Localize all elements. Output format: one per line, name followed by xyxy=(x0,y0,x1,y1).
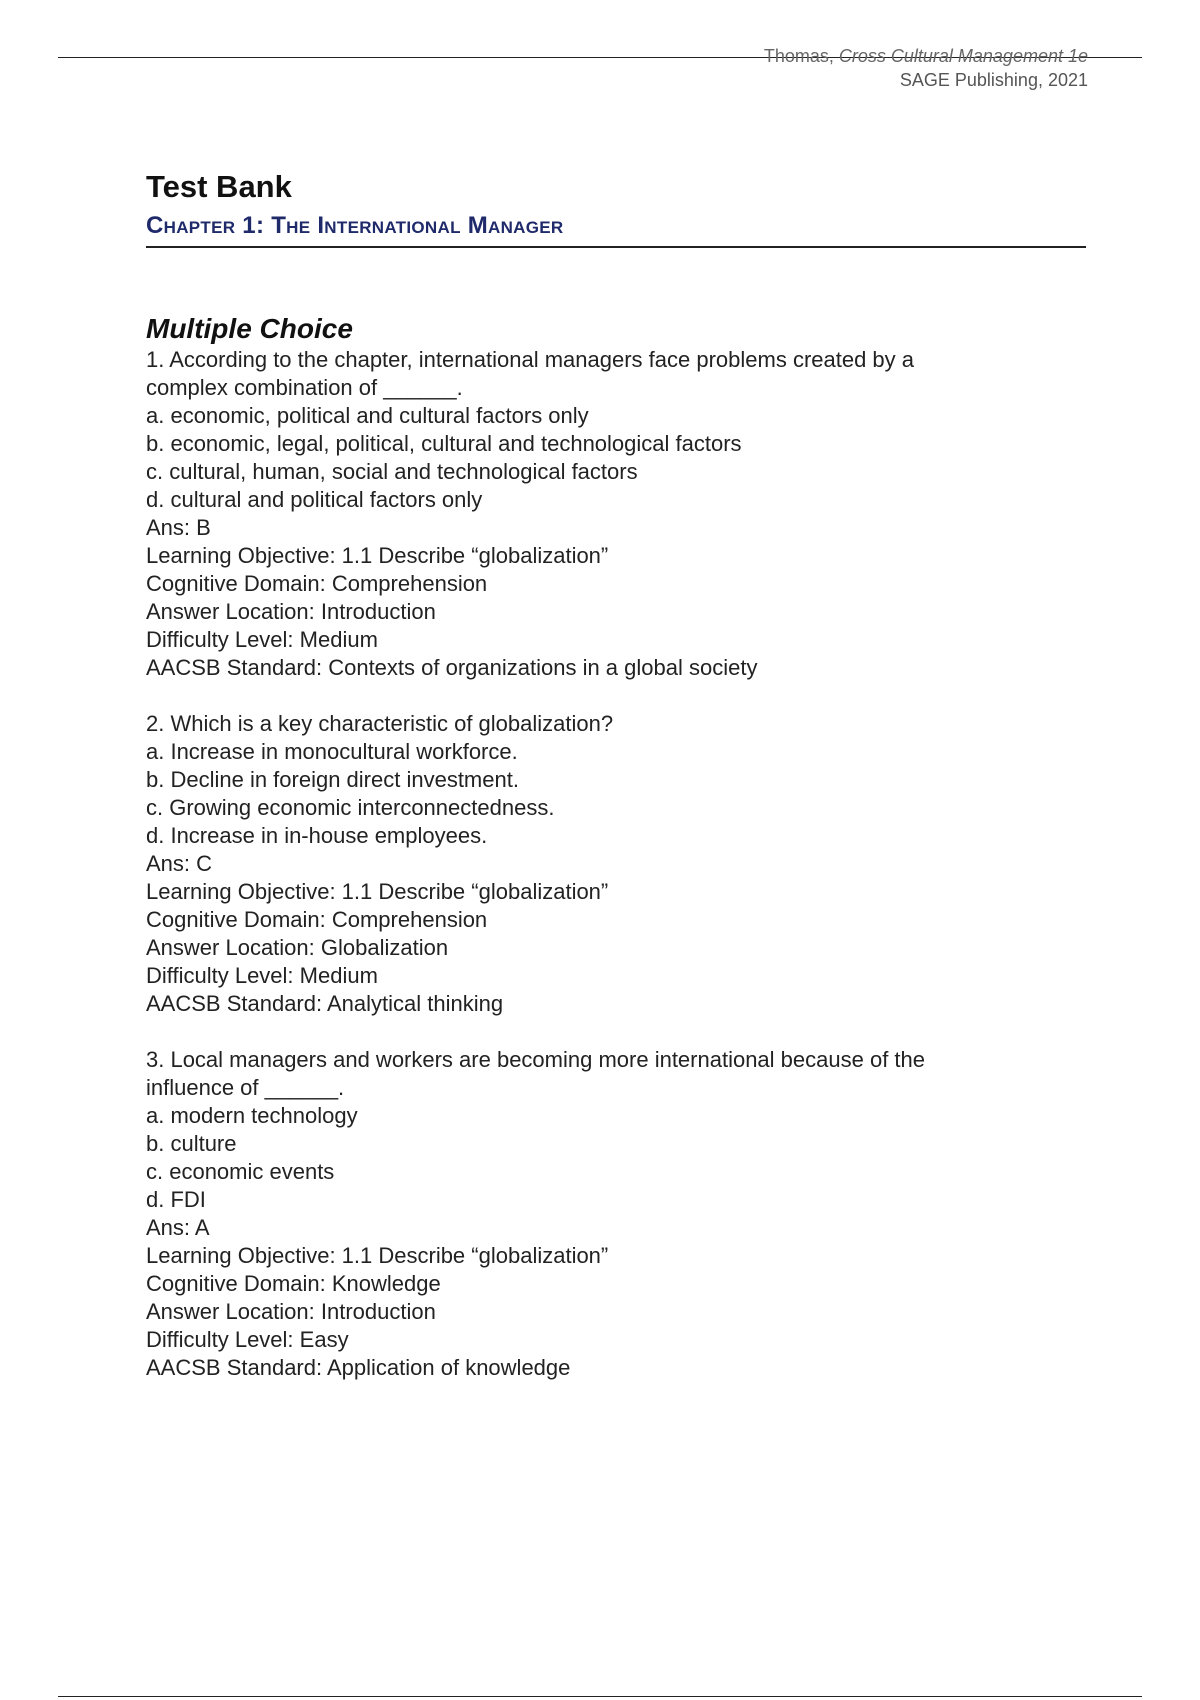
question-stem: 1. According to the chapter, international managers face problems created by a xyxy=(146,347,915,372)
cognitive-domain: Cognitive Domain: Comprehension xyxy=(146,571,488,596)
option-b: b. Decline in foreign direct investment. xyxy=(146,767,519,792)
answer-location: Answer Location: Globalization xyxy=(146,935,449,960)
cognitive-domain: Cognitive Domain: Comprehension xyxy=(146,907,488,932)
page-title: Test Bank xyxy=(146,169,292,204)
option-a: a. modern technology xyxy=(146,1103,358,1128)
answer: Ans: B xyxy=(146,515,211,540)
learning-objective: Learning Objective: 1.1 Describe “globalization” xyxy=(146,1243,609,1268)
option-c: c. economic events xyxy=(146,1159,335,1184)
running-header xyxy=(764,44,1088,92)
option-a: a. Increase in monocultural workforce. xyxy=(146,739,518,764)
question-2 xyxy=(146,710,1086,1018)
section-heading: Multiple Choice xyxy=(146,313,353,344)
question-1 xyxy=(146,346,1086,682)
answer-location: Answer Location: Introduction xyxy=(146,1299,436,1324)
option-b: b. economic, legal, political, cultural and technological factors xyxy=(146,431,742,456)
answer: Ans: C xyxy=(146,851,213,876)
option-b: b. culture xyxy=(146,1131,237,1156)
difficulty-level: Difficulty Level: Medium xyxy=(146,963,378,988)
question-3 xyxy=(146,1046,1086,1382)
answer-location: Answer Location: Introduction xyxy=(146,599,436,624)
option-d: d. cultural and political factors only xyxy=(146,487,483,512)
option-d: d. FDI xyxy=(146,1187,206,1212)
document-body xyxy=(146,166,1086,1382)
option-c: c. cultural, human, social and technological factors xyxy=(146,459,638,484)
option-d: d. Increase in in-house employees. xyxy=(146,823,488,848)
answer: Ans: A xyxy=(146,1215,210,1240)
header-publisher: SAGE Publishing, 2021 xyxy=(899,70,1088,90)
difficulty-level: Difficulty Level: Easy xyxy=(146,1327,349,1352)
header-author-line xyxy=(764,44,1088,68)
learning-objective: Learning Objective: 1.1 Describe “globalization” xyxy=(146,879,609,904)
option-c: c. Growing economic interconnectedness. xyxy=(146,795,555,820)
chapter-heading: Chapter 1: The International Manager xyxy=(146,210,1086,248)
learning-objective: Learning Objective: 1.1 Describe “globalization” xyxy=(146,543,609,568)
question-stem: 2. Which is a key characteristic of globalization? xyxy=(146,711,614,736)
header-author: Thomas, xyxy=(763,46,839,66)
cognitive-domain: Cognitive Domain: Knowledge xyxy=(146,1271,441,1296)
question-stem-continued: influence of ______. xyxy=(146,1075,345,1100)
difficulty-level: Difficulty Level: Medium xyxy=(146,627,378,652)
aacsb-standard: AACSB Standard: Contexts of organizations in a global society xyxy=(146,655,758,680)
footer-rule xyxy=(58,1696,1142,1697)
option-a: a. economic, political and cultural factors only xyxy=(146,403,589,428)
header-book-title: Cross Cultural Management 1e xyxy=(838,46,1088,66)
aacsb-standard: AACSB Standard: Analytical thinking xyxy=(146,991,504,1016)
aacsb-standard: AACSB Standard: Application of knowledge xyxy=(146,1355,571,1380)
question-stem-continued: complex combination of ______. xyxy=(146,375,463,400)
question-stem: 3. Local managers and workers are becoming more international because of the xyxy=(146,1047,926,1072)
